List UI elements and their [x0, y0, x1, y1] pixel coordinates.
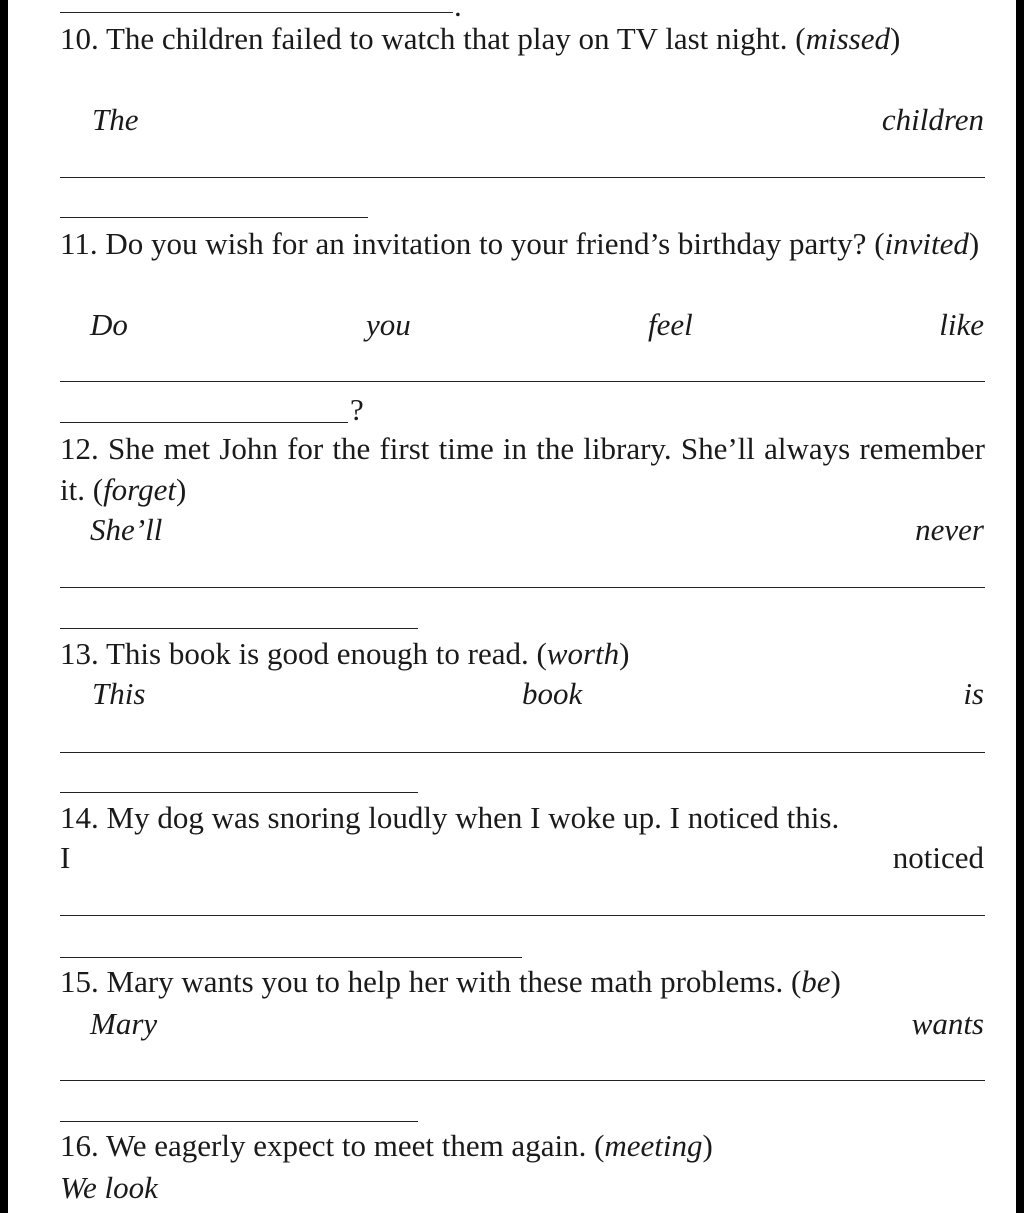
answer-line[interactable]	[60, 422, 348, 423]
stem-word: wants	[911, 1006, 984, 1041]
stem-word: like	[939, 307, 984, 342]
answer-line[interactable]	[60, 381, 985, 382]
question-text: My dog was snoring loudly when I woke up. I noticed this.	[106, 800, 840, 835]
keyword: forget	[103, 472, 176, 507]
answer-line[interactable]	[60, 177, 985, 178]
keyword: worth	[546, 636, 620, 671]
answer-line[interactable]	[60, 1080, 985, 1081]
question-15: 15. Mary wants you to help her with these math problems. (be)	[60, 964, 841, 999]
answer-line[interactable]	[60, 628, 418, 629]
question-number: 12.	[60, 431, 99, 466]
answer-line[interactable]	[60, 587, 985, 588]
question-text: We eagerly expect to meet them again.	[105, 1128, 587, 1163]
answer-line[interactable]	[60, 217, 368, 218]
stem-start: We look	[60, 1170, 158, 1205]
stem-start: Mary	[90, 1006, 158, 1041]
keyword: invited	[884, 226, 969, 261]
answer-line[interactable]	[60, 1121, 418, 1122]
stem-word: never	[915, 512, 984, 547]
stem-start: She’ll	[90, 512, 163, 547]
stem-word: This	[92, 676, 146, 711]
stem-word: book	[522, 676, 583, 711]
question-16: 16. We eagerly expect to meet them again. (meeting)	[60, 1128, 713, 1163]
stem-word: noticed	[892, 840, 984, 875]
question-text: The children failed to watch that play on TV last night.	[105, 21, 788, 56]
keyword: be	[801, 964, 831, 999]
answer-line[interactable]	[60, 792, 418, 793]
answer-line[interactable]	[60, 752, 985, 753]
question-number: 15.	[60, 964, 99, 999]
answer-line[interactable]	[60, 915, 985, 916]
answer-line[interactable]	[60, 12, 453, 13]
stem-word: feel	[648, 307, 693, 342]
question-number: 16.	[60, 1128, 99, 1163]
question-13: 13. This book is good enough to read. (worth)	[60, 636, 630, 671]
question-14	[60, 800, 839, 836]
question-number: 11.	[60, 226, 98, 261]
answer-line[interactable]	[60, 957, 522, 958]
stem-start: The	[92, 102, 139, 137]
stem-word: you	[366, 307, 411, 342]
question-number: 13.	[60, 636, 99, 671]
keyword: meeting	[604, 1128, 703, 1163]
left-edge	[0, 0, 8, 1213]
question-12: 12. She met John for the first time in the library. She’ll always remember it. (forget)	[60, 431, 986, 507]
question-text: Mary wants you to help her with these math problems.	[106, 964, 784, 999]
question-text: This book is good enough to read.	[105, 636, 529, 671]
stem-word: children	[881, 102, 984, 137]
keyword: missed	[805, 21, 890, 56]
stem-start: I	[60, 840, 71, 875]
question-11: 11. Do you wish for an invitation to your friend’s birthday party? (invited)	[60, 226, 980, 261]
sentence-end: .	[454, 0, 462, 23]
stem-word: is	[963, 676, 984, 711]
question-number: 10.	[60, 21, 99, 56]
question-mark: ?	[350, 392, 364, 427]
question-number: 14.	[60, 800, 99, 835]
stem-word: Do	[90, 307, 128, 342]
question-text: She met John for the first time in the library. She’ll always	[107, 431, 851, 466]
question-10: 10. The children failed to watch that play on TV last night. (missed)	[60, 21, 901, 56]
right-edge	[1016, 0, 1024, 1213]
question-text: Do you wish for an invitation to your friend’s birthday party?	[105, 226, 867, 261]
question-text: remember it.	[60, 431, 986, 507]
